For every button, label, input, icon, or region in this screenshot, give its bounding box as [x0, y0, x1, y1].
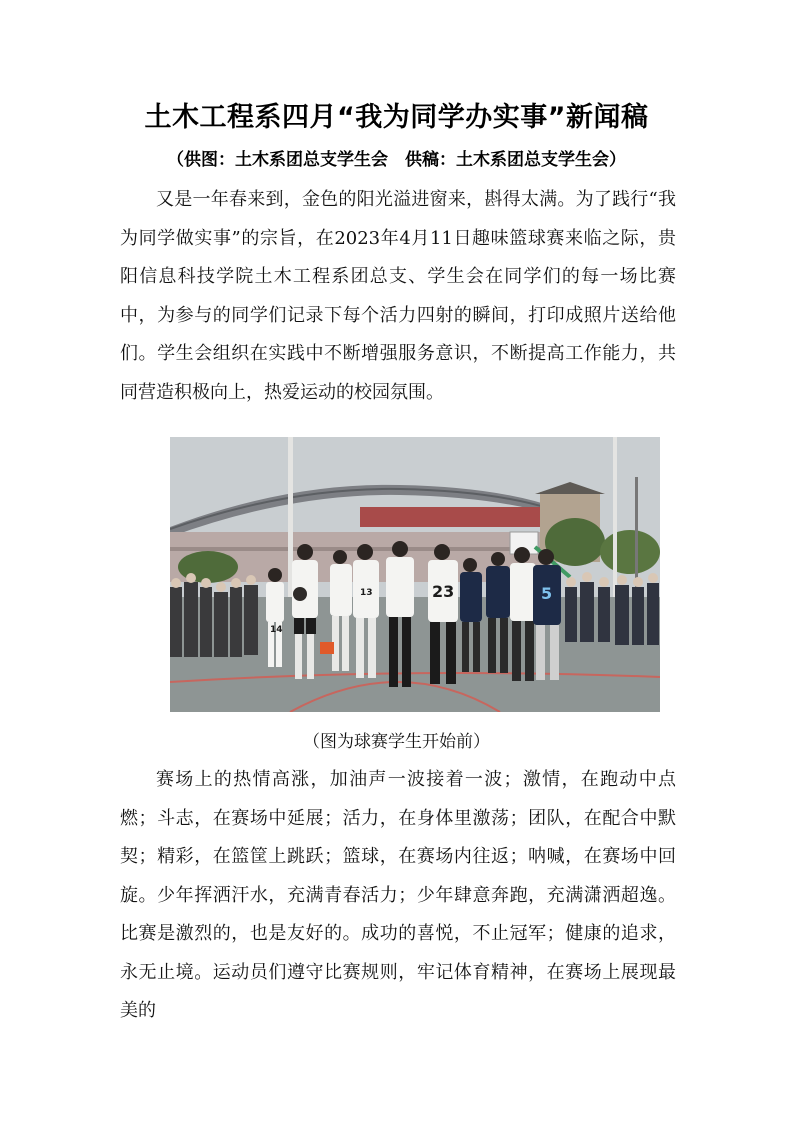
basketball-game-photo: [170, 437, 660, 712]
paragraph-game: 赛场上的热情高涨，加油声一波接着一波；激情，在跑动中点燃；斗志，在赛场中延展；活力，在身体里激荡；团队，在配合中默契；精彩，在篮筐上跳跃；篮球，在赛场内往返；呐喊，在赛场中回旋。少年挥洒汗水，充满青春活力；少年肆意奔跑，充满潇洒超逸。比赛是激烈的，也是友好的。成功的喜悦，不止冠军；健康的追求，永无止境。运动员们遵守比赛规则，牢记体育精神，在赛场上展现最美的: [120, 769, 676, 1021]
jersey-number-23: 23: [432, 582, 455, 601]
photo-caption: （图为球赛学生开始前）: [303, 732, 490, 752]
page-title: 土木工程系四月“我为同学办实事”新闻稿: [144, 102, 649, 133]
jersey-number-5: 5: [541, 584, 553, 603]
paragraph-intro: 又是一年春来到，金色的阳光溢进窗来，斟得太满。为了践行“我为同学做实事”的宗旨，在2023年4月11日趣味篮球赛来临之际，贵阳信息科技学院土木工程系团总支、学生会在同学们的每一场比赛中，为参与的同学们记录下每个活力四射的瞬间，打印成照片送给他们。学生会组织在实践中不断增强服务意识，不断提高工作能力，共同营造积极向上，热爱运动的校园氛围。: [120, 189, 676, 403]
jersey-number-14: 14: [270, 625, 283, 635]
jersey-number-13: 13: [360, 588, 373, 598]
credit-line: （供图：土木系团总支学生会 供稿：土木系团总支学生会）: [167, 150, 626, 170]
